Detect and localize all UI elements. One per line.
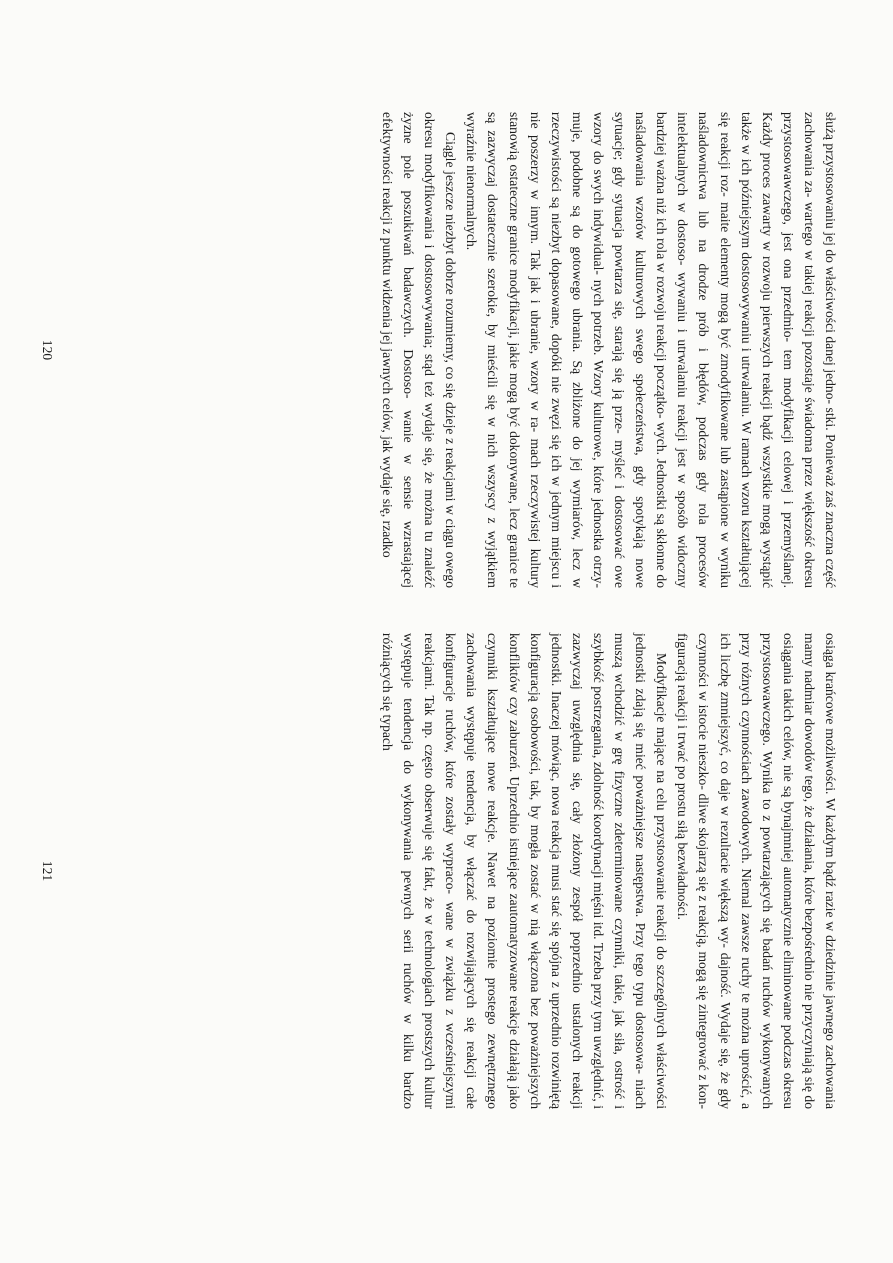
right-page-text [377,633,841,1109]
page-number-right: 121 [40,860,55,882]
right-page [40,633,841,1109]
left-page-text [377,112,841,588]
paragraph: osiąga krańcowe możliwości. W każdym bądź razie w dziedzinie jawnego zachowania mamy nadmiar dowodów tego, że działania, które bezpośrednio nie przyczyniają się do osiągania takich celów, nie są bynajmniej automatycznie eliminowane podczas okresu przystosowawczego. Wynika to z powtarzających się badań ruchów wykonywanych przy różnych czynnościach zawodowych. Niemal zawsze ruchy te można uprościć, a ich liczbę zmniejszyć, co daje w rezultacie większą wy- dajność. Wydaje się, że gdy czynności w istocie nieszko- dliwe skojarzą się z reakcją, mogą się zintegrować z kon- figuracją reakcji i trwać po prostu siłą bezwładności. [675,633,838,1109]
page-number-left: 120 [40,339,55,361]
left-page [40,112,841,588]
paragraph: Ciągle jeszcze niezbyt dobrze rozumiemy, co się dzieje z reakcjami w ciągu owego okresu modyfikowania i dostosowywania; stąd też wydaje się, że można tu znaleźć żyzne pole poszukiwań badawczych. Dostoso- wanie w sensie wzrastającej efektywności reakcji z punktu widzenia jej jawnych celów, jak wydaje się, rzadko [380,112,459,588]
paragraph: służą przystosowaniu jej do właściwości danej jedno- stki. Ponieważ zaś znaczna część zachowania za- wartego w takiej reakcji pozostaje świadoma przez większość okresu przystosowawczego, jest ona przedmio- tem modyfikacji celowej i przemyślanej. Każdy proces zawarty w rozwoju pierwszych reakcji bądź wszystkie mogą wystąpić także w ich późniejszym dostosowywaniu i utrwalaniu. W ramach wzoru kształtującej się reakcji roz- maite elementy mogą być zmodyfikowane lub zastąpione w wyniku naśladownictwa lub na drodze prób i błędów, podczas gdy rola procesów intelektualnych w dostoso- wywaniu i utrwalaniu reakcji jest w sposób widoczny bardziej ważna niż ich rola w rozwoju reakcji początko- wych. Jednostki są skłonne do naśladowania wzorów kulturowych swego społeczeństwa, gdy spotykają nowe sytuacje; gdy sytuacja powtarza się, starają się ją prze- myśleć i dostosować owe wzory do swych indywidual- nych potrzeb. Wzory kulturowe, które jednostka otrzy- muje, podobne są do gotowego ubrania. Są zbliżone do jej wymiarów, lecz w rzeczywistości są niezbyt dopasowane, dopóki nie zwęzi się ich w jednym miejscu i nie poszerzy w innym. Tak jak i ubranie, wzory w ra- mach rzeczywistej kultury stanowią ostateczne granice modyfikacji, jakie mogą być dokonywane, lecz granice te są zazwyczaj dostatecznie szerokie, by mieścili się w nich wszyscy z wyjątkiem wyraźnie nienormalnych. [464,112,838,588]
paragraph: Modyfikacje mające na celu przystosowanie reakcji do szczególnych właściwości jednostki zdają się mieć poważniejsze następstwa. Przy tego typu dostosowa- niach muszą wchodzić w grę fizyczne zdeterminowane czynniki, takie, jak siła, ostrość i szybkość postrzegania, zdolność koordynacji mięśni itd. Trzeba przy tym uwzględnić, i zazwyczaj uwzględnia się, cały złożony zespół poprzednio ustalonych reakcji jednostki. Inaczej mówiąc, nowa reakcja musi stać się spójna z uprzednio rozwiniętą konfiguracją osobowości, tak, by mogła zostać w nią włączona bez poważniejszych konfliktów czy zaburzeń. Uprzednio istniejące zautomatyzowane reakcje działają jako czynniki kształtujące nowe reakcje. Nawet na poziomie prostego zewnętrznego zachowania występuje tendencja, by włączać do rozwijających się reakcji całe konfiguracje ruchów, które zostały wypraco- wane w związku z wcześniejszymi reakcjami. Tak np. często obserwuje się fakt, że w technologiach prostszych kultur występuje tendencja do wykonywania pewnych serii ruchów w kilku bardzo różniących się typach [380,633,670,1109]
